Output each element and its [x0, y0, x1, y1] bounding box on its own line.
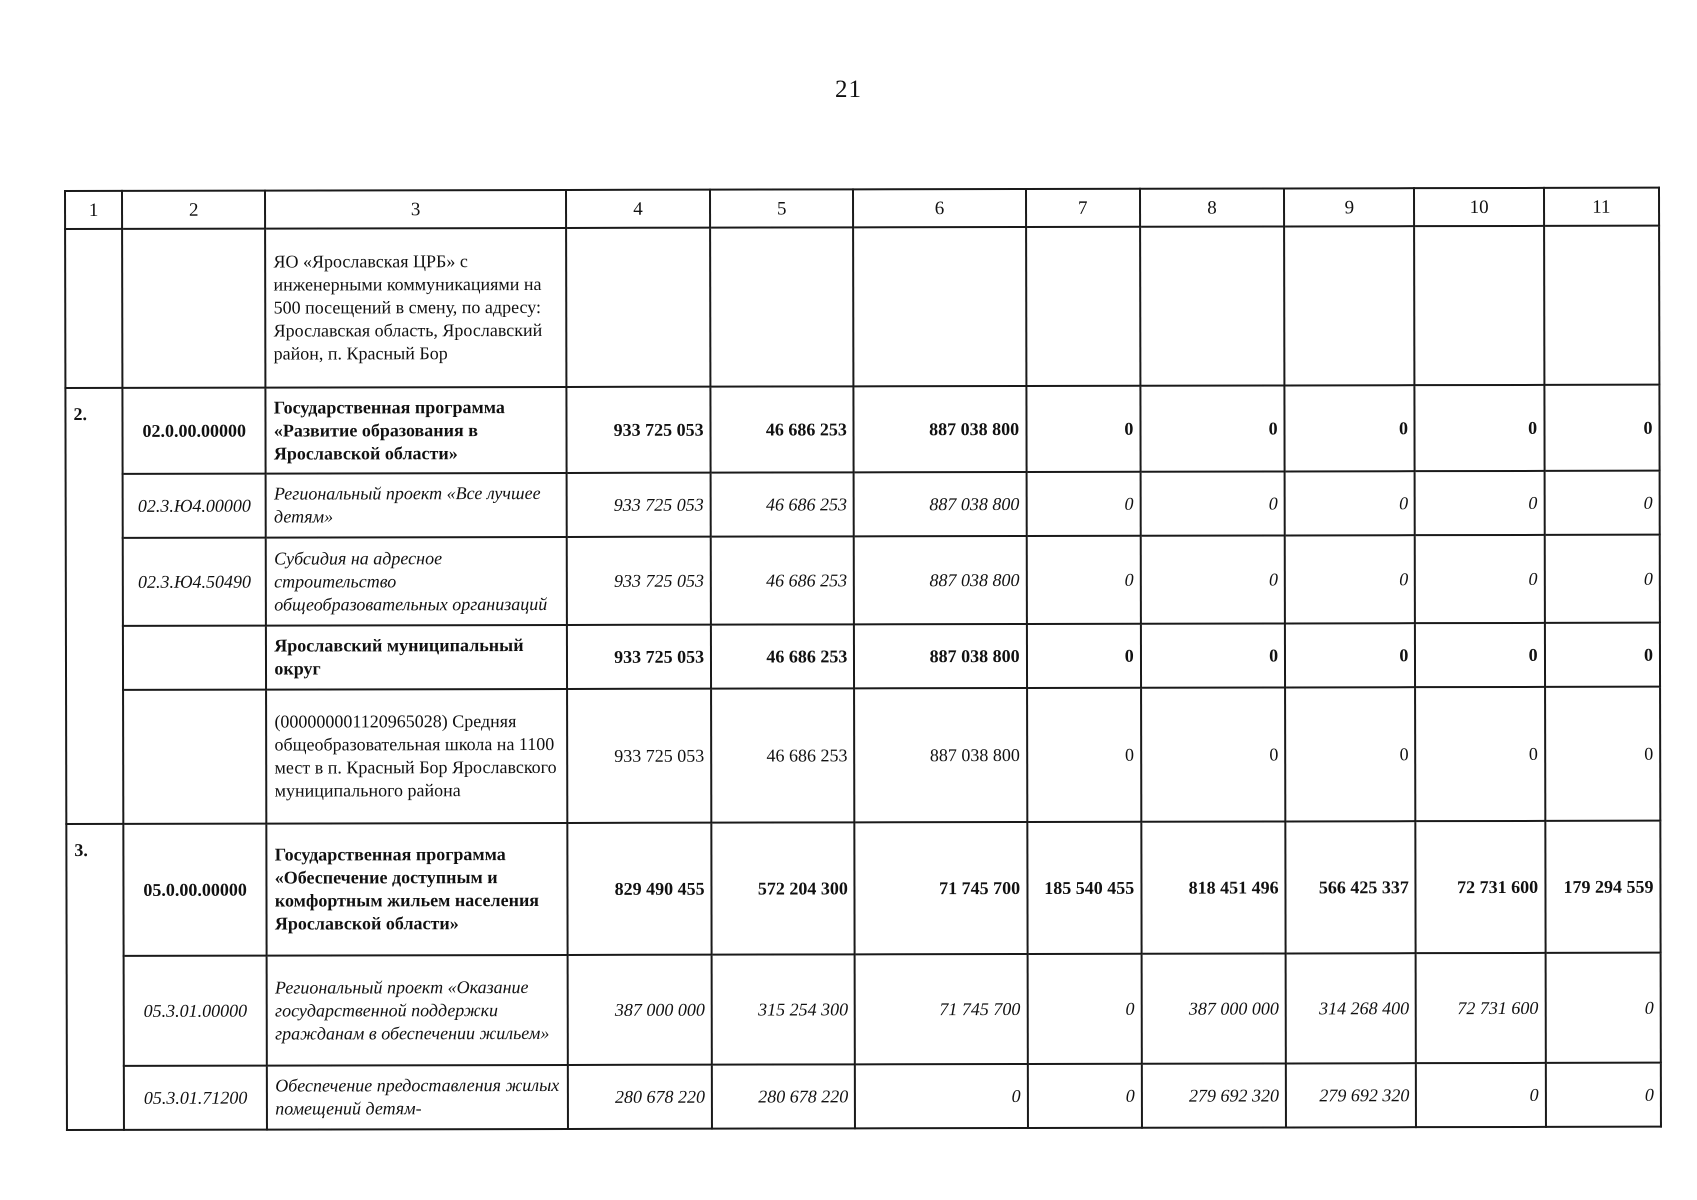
value-cell: 71 745 700	[855, 954, 1028, 1064]
value-cell: 0	[1027, 624, 1141, 688]
value-cell: 279 692 320	[1142, 1063, 1286, 1127]
value-cell: 0	[1026, 386, 1140, 472]
value-cell: 46 686 253	[711, 386, 854, 472]
value-cell: 0	[1026, 472, 1140, 536]
value-cell: 829 490 455	[567, 823, 712, 955]
value-cell: 0	[855, 1064, 1027, 1128]
value-cell	[1284, 226, 1415, 385]
value-cell: 572 204 300	[711, 822, 855, 954]
table-row	[66, 821, 1660, 956]
column-header: 1	[65, 191, 122, 229]
row-name: Государственная программа «Обеспечение доступным и комфортным жильем населения Ярославской области»	[267, 823, 568, 956]
table-row	[66, 471, 1660, 538]
table-row	[65, 226, 1659, 388]
row-code: 05.3.01.71200	[124, 1066, 267, 1130]
column-header: 5	[710, 189, 853, 227]
table-row	[67, 1063, 1661, 1130]
row-number: 2.	[65, 388, 123, 824]
value-cell: 179 294 559	[1545, 821, 1661, 953]
column-header: 3	[265, 190, 566, 229]
column-header: 4	[566, 190, 710, 228]
row-name: Региональный проект «Оказание государственной поддержки гражданам в обеспечении жильем»	[267, 955, 568, 1066]
row-name: Ярославский муниципальный округ	[266, 625, 567, 690]
value-cell	[566, 228, 711, 387]
row-code: 02.3.Ю4.50490	[123, 538, 266, 626]
row-name: Государственная программа «Развитие образования в Ярославской области»	[266, 387, 567, 474]
value-cell: 0	[1285, 687, 1416, 821]
row-number	[65, 229, 122, 388]
value-cell: 0	[1416, 1063, 1545, 1127]
value-cell: 0	[1285, 471, 1415, 535]
value-cell: 0	[1140, 471, 1284, 535]
value-cell: 0	[1415, 687, 1545, 821]
value-cell: 0	[1141, 687, 1286, 821]
value-cell: 315 254 300	[712, 954, 855, 1064]
row-name: Обеспечение предоставления жилых помещений детям-	[267, 1065, 568, 1130]
table-row	[65, 385, 1659, 474]
value-cell: 887 038 800	[854, 386, 1026, 472]
page-number: 21	[835, 76, 862, 103]
column-header: 10	[1414, 188, 1543, 226]
row-code	[123, 626, 266, 690]
value-cell: 0	[1545, 623, 1660, 687]
row-code: 05.0.00.00000	[123, 824, 267, 956]
value-cell: 887 038 800	[854, 624, 1026, 688]
value-cell: 0	[1027, 1064, 1141, 1128]
value-cell: 0	[1546, 1063, 1661, 1127]
value-cell: 0	[1285, 385, 1415, 471]
row-code: 05.3.01.00000	[124, 956, 267, 1066]
value-cell: 0	[1415, 385, 1544, 471]
column-header: 8	[1140, 188, 1284, 226]
value-cell: 933 725 053	[566, 387, 710, 473]
table-row	[66, 687, 1660, 824]
column-header: 6	[853, 189, 1025, 227]
value-cell: 72 731 600	[1416, 953, 1545, 1063]
value-cell: 933 725 053	[567, 625, 711, 689]
value-cell: 933 725 053	[566, 473, 710, 537]
table-header-row	[65, 188, 1659, 229]
value-cell: 0	[1415, 535, 1544, 623]
column-header: 9	[1284, 188, 1414, 226]
row-name: Региональный проект «Все лучшее детям»	[266, 473, 567, 538]
value-cell: 887 038 800	[854, 536, 1026, 624]
row-code	[123, 690, 267, 824]
row-number: 3.	[66, 824, 124, 1130]
row-name: (000000001120965028) Средняя общеобразовательная школа на 1100 мест в п. Красный Бор Ярославского муниципального района	[266, 689, 567, 824]
value-cell: 0	[1140, 385, 1284, 471]
value-cell: 0	[1026, 536, 1140, 624]
table-row	[67, 953, 1661, 1066]
value-cell: 387 000 000	[567, 955, 712, 1065]
column-header: 7	[1026, 189, 1140, 227]
value-cell: 0	[1544, 385, 1660, 471]
value-cell: 818 451 496	[1141, 821, 1286, 953]
value-cell: 185 540 455	[1027, 822, 1141, 954]
column-header: 11	[1544, 188, 1659, 226]
table-row	[66, 623, 1660, 690]
value-cell: 0	[1141, 623, 1285, 687]
value-cell	[853, 227, 1026, 386]
value-cell: 887 038 800	[854, 688, 1027, 822]
value-cell: 0	[1027, 954, 1141, 1064]
value-cell: 46 686 253	[711, 536, 854, 624]
value-cell: 0	[1544, 471, 1659, 535]
value-cell: 71 745 700	[855, 822, 1028, 954]
value-cell: 0	[1027, 688, 1141, 822]
row-code: 02.3.Ю4.00000	[123, 474, 266, 538]
value-cell: 46 686 253	[711, 472, 854, 536]
value-cell: 933 725 053	[567, 537, 711, 625]
value-cell: 280 678 220	[712, 1064, 855, 1128]
value-cell: 933 725 053	[567, 689, 712, 823]
value-cell: 0	[1545, 953, 1661, 1063]
value-cell	[1544, 226, 1660, 385]
value-cell	[1415, 226, 1545, 385]
value-cell: 314 268 400	[1286, 953, 1417, 1063]
value-cell	[710, 227, 854, 386]
value-cell: 280 678 220	[568, 1065, 712, 1129]
row-name: Субсидия на адресное строительство общеобразовательных организаций	[266, 537, 567, 626]
row-code	[122, 229, 266, 388]
value-cell: 0	[1285, 623, 1415, 687]
value-cell: 0	[1544, 535, 1660, 623]
value-cell: 566 425 337	[1285, 821, 1416, 953]
budget-table	[64, 187, 1662, 1131]
value-cell	[1026, 227, 1140, 386]
value-cell: 46 686 253	[711, 624, 854, 688]
value-cell: 887 038 800	[854, 472, 1026, 536]
value-cell	[1140, 226, 1285, 385]
value-cell: 72 731 600	[1416, 821, 1546, 953]
value-cell: 0	[1285, 535, 1415, 623]
value-cell: 0	[1141, 535, 1285, 623]
value-cell: 0	[1545, 687, 1661, 821]
row-code: 02.0.00.00000	[122, 388, 265, 474]
value-cell: 279 692 320	[1286, 1063, 1416, 1127]
value-cell: 46 686 253	[711, 688, 855, 822]
value-cell: 0	[1415, 471, 1544, 535]
value-cell: 387 000 000	[1141, 953, 1286, 1063]
table-row	[66, 535, 1660, 626]
value-cell: 0	[1415, 623, 1544, 687]
row-name: ЯО «Ярославская ЦРБ» с инженерными коммуникациями на 500 посещений в смену, по адресу: Ярославская область, Ярославский район, п. Красный Бор	[265, 228, 566, 388]
column-header: 2	[122, 191, 265, 229]
